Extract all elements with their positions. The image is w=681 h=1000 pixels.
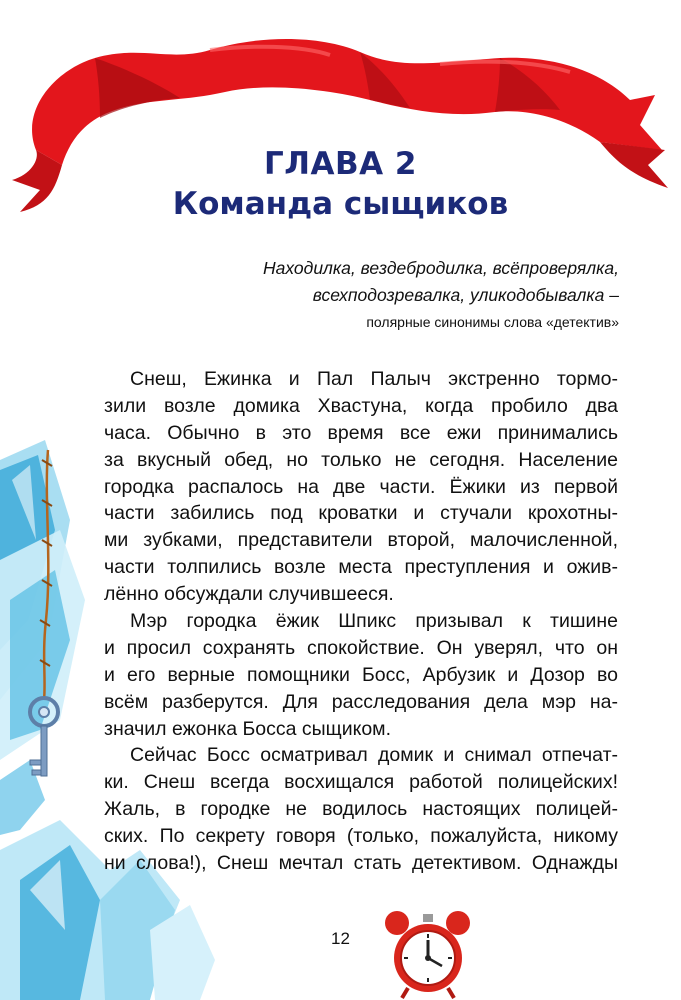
alarm-clock-illustration xyxy=(385,911,470,998)
text-line: всём разберутся. Для расследования дела мэр на- xyxy=(104,690,618,713)
epigraph-line: Находилка, вездебродилка, всёпроверялка, xyxy=(262,258,619,278)
text-line: ки. Снеш всегда восхищался работой полицейских! xyxy=(104,771,618,794)
text-line: части толпились возле места преступления и ожив- xyxy=(104,556,618,579)
paragraph xyxy=(104,742,618,876)
body-text xyxy=(104,366,618,877)
text-line: городка распалось на две части. Ёжики из первой xyxy=(104,475,618,498)
epigraph-line: всехподозревалка, уликодобывалка – xyxy=(312,285,619,305)
text-line: часа. Обычно в это время все ежи принимались xyxy=(104,421,618,444)
text-line: ских. По секрету говоря (только, пожалуйста, никому xyxy=(104,825,618,848)
paragraph xyxy=(104,366,618,608)
chapter-label: ГЛАВА 2 xyxy=(264,146,417,182)
page-number: 12 xyxy=(331,929,350,948)
text-line: Мэр городка ёжик Шпикс призывал к тишине xyxy=(130,610,618,633)
text-line: и просил сохранять спокойствие. Он уверял, что он xyxy=(104,636,618,659)
text-line: ми зубками, представители второй, малочисленной, xyxy=(104,529,618,552)
text-line: значил ежонка Босса сыщиком. xyxy=(104,717,392,740)
paragraph xyxy=(104,608,618,742)
text-line: Жаль, в городке не водилось настоящих полицей- xyxy=(104,798,618,821)
text-line: лённо обсуждали случившееся. xyxy=(104,583,394,606)
text-line: Сейчас Босс осматривал домик и снимал отпечат- xyxy=(130,744,618,767)
text-line: зили возле домика Хвастуна, когда пробило два xyxy=(104,394,618,417)
text-line: части забились под кроватки и стучали крохотны- xyxy=(104,502,618,525)
epigraph-source: полярные синонимы слова «детектив» xyxy=(366,314,619,330)
chapter-title: Команда сыщиков xyxy=(172,186,509,222)
text-line: Снеш, Ежинка и Пал Палыч экстренно тормо- xyxy=(130,368,618,390)
epigraph xyxy=(159,255,619,335)
text-line: и его верные помощники Босс, Арбузик и Дозор во xyxy=(104,663,618,686)
text-line: ни слова!), Снеш мечтал стать детективом. Однажды xyxy=(104,852,618,875)
text-line: за вкусный обед, но только не сегодня. Население xyxy=(104,448,618,471)
